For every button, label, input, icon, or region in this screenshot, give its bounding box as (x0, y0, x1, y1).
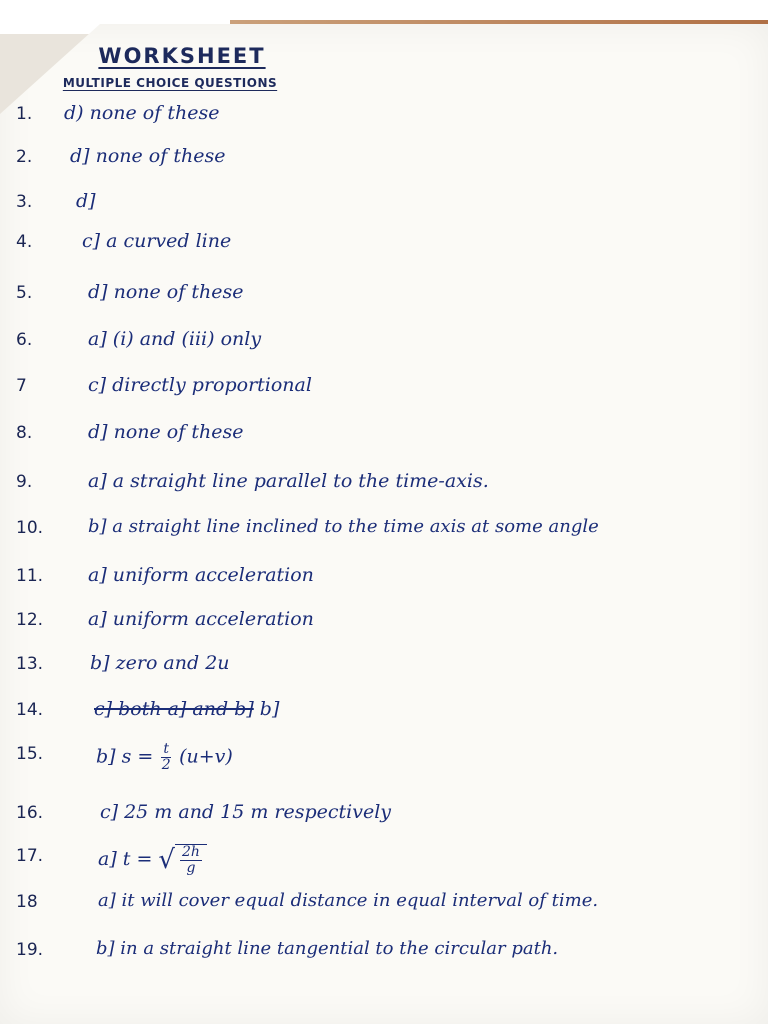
answer-text: d] none of these (70, 145, 226, 167)
question-number: 2. (16, 147, 33, 167)
struck-answer: c] both a] and b] (94, 698, 254, 720)
answer-text: a] a straight line parallel to the time-axis. (88, 470, 489, 492)
question-number: 11. (16, 566, 44, 586)
answer-row (0, 518, 768, 554)
answer-row (0, 610, 768, 646)
fraction (161, 742, 171, 773)
answer-row (0, 147, 768, 183)
answer-row (0, 376, 768, 412)
question-number: 17. (16, 846, 44, 866)
square-root-icon: √ (158, 845, 175, 875)
answer-row (0, 423, 768, 459)
answer-row (0, 803, 768, 839)
answer-text: c] a curved line (82, 230, 232, 252)
answer-formula (98, 844, 207, 876)
question-number: 19. (16, 940, 44, 960)
question-number: 15. (16, 744, 44, 764)
worksheet-title: WORKSHEET (98, 44, 266, 68)
question-number: 10. (16, 518, 44, 538)
answer-text: c] 25 m and 15 m respectively (100, 801, 392, 823)
answer-text: a] (i) and (iii) only (88, 328, 262, 350)
answer-text: b] in a straight line tangential to the circular path. (96, 938, 559, 959)
answer-row (0, 232, 768, 268)
question-number: 13. (16, 654, 44, 674)
answer-row (0, 566, 768, 602)
root-content (175, 844, 207, 876)
fraction (180, 845, 202, 876)
answer-row (0, 654, 768, 690)
answer-row (0, 330, 768, 366)
question-number: 6. (16, 330, 33, 350)
question-number: 14. (16, 700, 44, 720)
fraction-numerator: t (163, 741, 170, 757)
answer-row (0, 741, 768, 780)
answer-text: d] (76, 190, 96, 212)
fraction-denominator: 2 (161, 757, 171, 773)
answer-row (0, 283, 768, 319)
answer-row (0, 940, 768, 976)
answer-row (0, 892, 768, 928)
answer-formula (96, 742, 233, 773)
answer-text: c] directly proportional (88, 374, 312, 396)
answer-row (0, 192, 768, 228)
question-number: 5. (16, 283, 33, 303)
answer-row (0, 104, 768, 140)
answer-row (0, 472, 768, 508)
fraction-denominator: g (186, 860, 196, 876)
answer-row (0, 700, 768, 736)
answer-row (0, 846, 768, 882)
fraction-numerator: 2h (182, 844, 200, 860)
answer-text: d] none of these (88, 281, 244, 303)
answer-text (94, 698, 279, 720)
question-number: 7 (16, 376, 27, 396)
section-subtitle: MULTIPLE CHOICE QUESTIONS (62, 76, 278, 90)
question-number: 3. (16, 192, 33, 212)
answer-text: b] zero and 2u (90, 652, 230, 674)
question-number: 16. (16, 803, 44, 823)
formula-prefix: b] s = (96, 745, 154, 768)
question-number: 1. (16, 104, 33, 124)
formula-suffix: (u+v) (179, 745, 233, 768)
question-number: 9. (16, 472, 33, 492)
question-number: 4. (16, 232, 33, 252)
answer-text: b] a straight line inclined to the time axis at some angle (88, 516, 599, 537)
question-number: 12. (16, 610, 44, 630)
answer-text: a] uniform acceleration (88, 608, 314, 630)
answer-text: a] uniform acceleration (88, 564, 314, 586)
answer-text: d] none of these (88, 421, 244, 443)
answer-text: a] it will cover equal distance in equal interval of time. (98, 890, 599, 911)
question-number: 18 (16, 892, 38, 912)
formula-prefix: a] t = (98, 848, 153, 870)
question-number: 8. (16, 423, 33, 443)
corrected-answer: b] (259, 698, 280, 720)
answer-text: d) none of these (64, 102, 220, 124)
